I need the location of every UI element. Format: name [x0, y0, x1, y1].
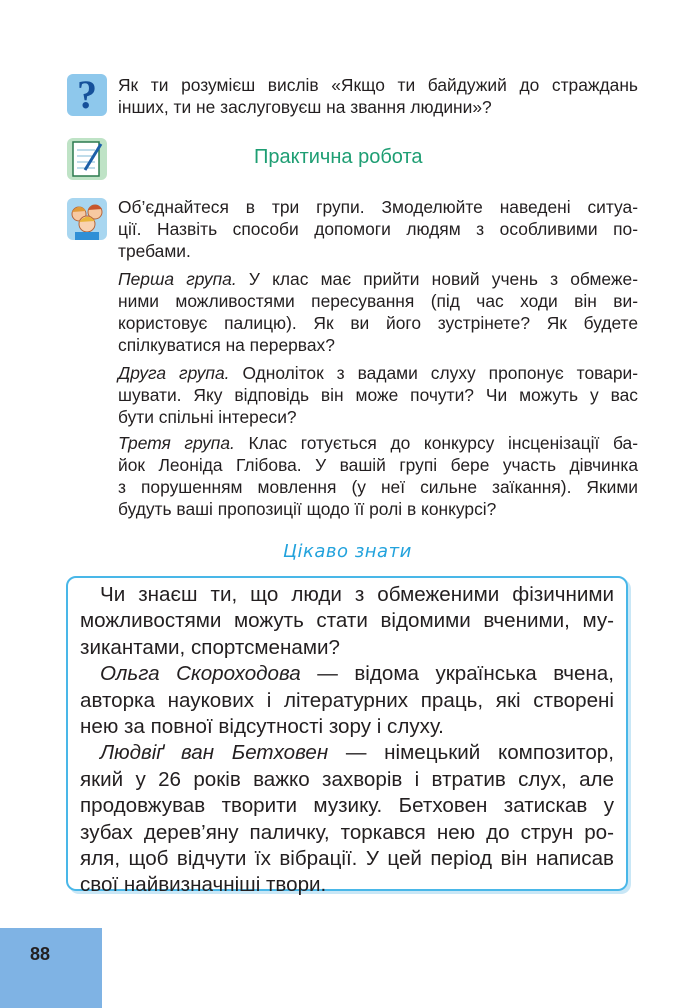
- fact-line: можливостями можуть стати відомими вченими, му-: [80, 609, 614, 633]
- question-line: Як ти розумієш вислів «Якщо ти байдужий до страждань: [118, 75, 638, 95]
- task-intro-line: требами.: [118, 241, 191, 261]
- question-text: [118, 74, 638, 118]
- group-1: [118, 268, 638, 356]
- group-line: ними можливостями пересування (під час ходи він ви-: [118, 291, 638, 311]
- group-children-icon: [67, 198, 107, 240]
- fact-line: — відома українська вчена,: [300, 662, 614, 686]
- group-line: йок Леоніда Глібова. У вашій групі бере участь дівчинка: [118, 455, 638, 475]
- fact-line: який у 26 років важко захворів і втратив слух, але: [80, 767, 614, 791]
- fact-line: свої найвизначніші твори.: [80, 873, 327, 897]
- group-line: спілкуватися на перервах?: [118, 335, 335, 355]
- notebook-pen-icon: [67, 138, 107, 180]
- fact-line: продовжував творити музику. Бетховен затискав у: [80, 794, 614, 818]
- question-line: інших, ти не заслуговуєш на звання людини»?: [118, 97, 492, 117]
- group-label: Друга група.: [118, 363, 230, 383]
- fact-line: Чи знаєш ти, що люди з обмеженими фізичними: [100, 583, 614, 606]
- interesting-heading: Цікаво знати: [283, 541, 412, 562]
- question-mark-icon: ?: [67, 74, 107, 116]
- task-intro-line: ції. Назвіть способи допомоги людям з особливими по-: [118, 219, 638, 239]
- group-2: [118, 362, 638, 428]
- group-line: Однолiток з вадами слуху пропонує товари-: [229, 363, 639, 383]
- group-line: користовує палицю). Як ви його зустрінете? Як будете: [118, 313, 638, 333]
- interesting-text: [80, 582, 614, 899]
- group-3: [118, 432, 638, 520]
- page-number: 88: [30, 944, 51, 964]
- task-intro-line: Об’єднайтеся в три групи. Змоделюйте наведені ситуа-: [118, 197, 638, 217]
- fact-line: — німецький композитор,: [328, 741, 614, 765]
- group-line: У клас має прийти новий учень з обмеже-: [236, 269, 638, 289]
- fact-line: зикантами, спортсменами?: [80, 635, 340, 659]
- group-label: Перша група.: [118, 269, 237, 289]
- practical-heading: Практична робота: [254, 146, 423, 168]
- group-line: шувати. Яку відповідь він може почути? Чи можуть у вас: [118, 385, 638, 405]
- person-name: Ольга Скороходова: [100, 662, 301, 686]
- fact-line: авторка наукових і літературних праць, які створені: [80, 688, 614, 712]
- fact-line: нею за повної відсутності зору і слуху.: [80, 715, 444, 739]
- group-line: Клас готується до конкурсу інсценізації ба-: [234, 433, 638, 453]
- fact-line: зубах дерев’яну паличку, торкався нею до струн ро-: [80, 820, 614, 844]
- group-line: будуть ваші пропозиції щодо її ролі в конкурсі?: [118, 499, 497, 519]
- group-task-text: [118, 196, 638, 268]
- group-label: Третя група.: [118, 433, 235, 453]
- person-name: Людвіґ ван Бетховен: [100, 741, 329, 765]
- group-line: бути спільні інтереси?: [118, 407, 297, 427]
- fact-line: яля, щоб відчути їх вібрації. У цей період він написав: [80, 847, 614, 871]
- group-line: з порушенням мовлення (у неї сильне заїкання). Якими: [118, 477, 638, 497]
- page-number-tab: [0, 928, 102, 1008]
